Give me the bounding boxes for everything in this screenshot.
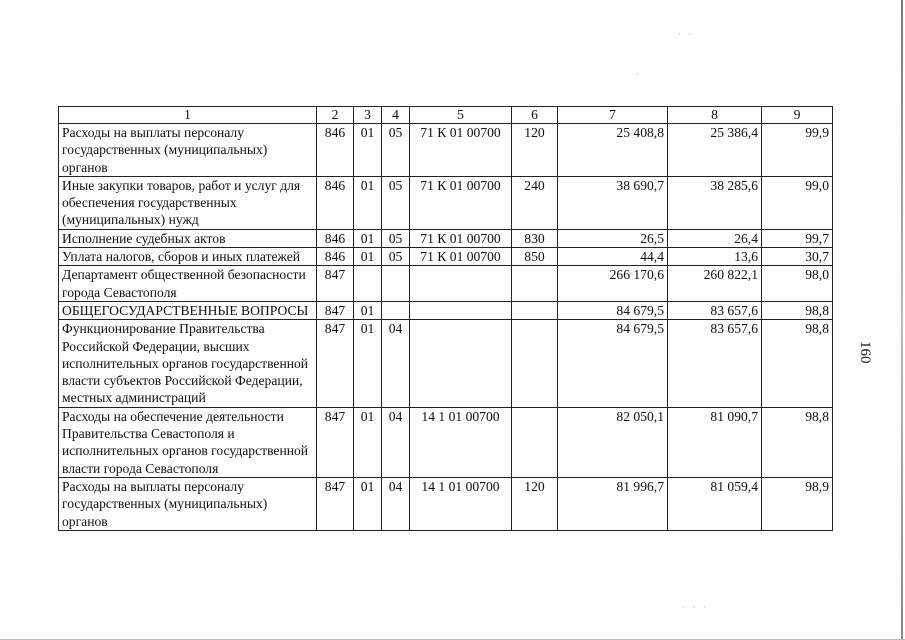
budget-execution-table	[58, 106, 833, 531]
expense-type-cell	[512, 320, 558, 407]
target-article-cell: 71 К 01 00700	[410, 176, 512, 229]
planned-amount-cell: 82 050,1	[558, 407, 668, 477]
expense-name-cell: Расходы на выплаты персоналу государственных (муниципальных) органов	[59, 124, 317, 177]
executed-amount-cell: 83 657,6	[668, 320, 762, 407]
subsection-code-cell: 05	[382, 176, 410, 229]
target-article-cell	[410, 301, 512, 319]
target-article-cell	[410, 266, 512, 302]
section-code-cell: 01	[354, 477, 382, 530]
column-header: 2	[317, 107, 354, 124]
table-row	[59, 229, 833, 247]
column-header: 1	[59, 107, 317, 124]
executed-amount-cell: 260 822,1	[668, 266, 762, 302]
planned-amount-cell: 26,5	[558, 229, 668, 247]
planned-amount-cell: 38 690,7	[558, 176, 668, 229]
target-article-cell: 71 К 01 00700	[410, 229, 512, 247]
expense-type-cell	[512, 266, 558, 302]
planned-amount-cell: 266 170,6	[558, 266, 668, 302]
table-row	[59, 301, 833, 319]
table-row	[59, 248, 833, 266]
planned-amount-cell: 84 679,5	[558, 320, 668, 407]
subsection-code-cell: 05	[382, 124, 410, 177]
execution-percent-cell: 98,0	[762, 266, 833, 302]
scan-speck: ·	[636, 70, 642, 79]
section-code-cell: 01	[354, 320, 382, 407]
expense-type-cell	[512, 301, 558, 319]
ministry-code-cell: 847	[317, 301, 354, 319]
planned-amount-cell: 84 679,5	[558, 301, 668, 319]
execution-percent-cell: 98,8	[762, 320, 833, 407]
table-row	[59, 176, 833, 229]
ministry-code-cell: 847	[317, 320, 354, 407]
subsection-code-cell	[382, 266, 410, 302]
subsection-code-cell: 04	[382, 477, 410, 530]
target-article-cell	[410, 320, 512, 407]
section-code-cell: 01	[354, 301, 382, 319]
table-row	[59, 124, 833, 177]
executed-amount-cell: 81 059,4	[668, 477, 762, 530]
expense-name-cell: Иные закупки товаров, работ и услуг для обеспечения государственных (муниципальных) нужд	[59, 176, 317, 229]
column-header: 7	[558, 107, 668, 124]
execution-percent-cell: 99,9	[762, 124, 833, 177]
expense-type-cell: 120	[512, 124, 558, 177]
expense-name-cell: Функционирование Правительства Российской Федерации, высших исполнительных органов государственной власти субъектов Российской Федерации, местных администраций	[59, 320, 317, 407]
expense-type-cell: 850	[512, 248, 558, 266]
executed-amount-cell: 25 386,4	[668, 124, 762, 177]
ministry-code-cell: 847	[317, 407, 354, 477]
ministry-code-cell: 846	[317, 176, 354, 229]
section-code-cell: 01	[354, 248, 382, 266]
page-number: 160	[857, 341, 873, 364]
target-article-cell: 71 К 01 00700	[410, 124, 512, 177]
page-edge-shadow	[901, 0, 903, 640]
expense-name-cell: Исполнение судебных актов	[59, 229, 317, 247]
column-number-row	[59, 107, 833, 124]
column-header: 8	[668, 107, 762, 124]
executed-amount-cell: 83 657,6	[668, 301, 762, 319]
expense-name-cell: Уплата налогов, сборов и иных платежей	[59, 248, 317, 266]
section-code-cell: 01	[354, 229, 382, 247]
ministry-code-cell: 847	[317, 266, 354, 302]
expense-type-cell: 240	[512, 176, 558, 229]
column-header: 3	[354, 107, 382, 124]
subsection-code-cell: 04	[382, 407, 410, 477]
execution-percent-cell: 30,7	[762, 248, 833, 266]
execution-percent-cell: 99,7	[762, 229, 833, 247]
target-article-cell: 14 1 01 00700	[410, 477, 512, 530]
ministry-code-cell: 846	[317, 229, 354, 247]
ministry-code-cell: 847	[317, 477, 354, 530]
section-code-cell	[354, 266, 382, 302]
table-row	[59, 266, 833, 302]
column-header: 4	[382, 107, 410, 124]
expense-name-cell: ОБЩЕГОСУДАРСТВЕННЫЕ ВОПРОСЫ	[59, 301, 317, 319]
section-code-cell: 01	[354, 176, 382, 229]
expense-name-cell: Расходы на обеспечение деятельности Правительства Севастополя и исполнительных органов государственной власти города Севастополя	[59, 407, 317, 477]
execution-percent-cell: 98,8	[762, 301, 833, 319]
expense-name-cell: Департамент общественной безопасности города Севастополя	[59, 266, 317, 302]
expense-type-cell	[512, 407, 558, 477]
section-code-cell: 01	[354, 124, 382, 177]
ministry-code-cell: 846	[317, 124, 354, 177]
table-row	[59, 477, 833, 530]
execution-percent-cell: 99,0	[762, 176, 833, 229]
section-code-cell: 01	[354, 407, 382, 477]
column-header: 9	[762, 107, 833, 124]
column-header: 6	[512, 107, 558, 124]
expense-name-cell: Расходы на выплаты персоналу государственных (муниципальных) органов	[59, 477, 317, 530]
subsection-code-cell: 04	[382, 320, 410, 407]
column-header: 5	[410, 107, 512, 124]
planned-amount-cell: 44,4	[558, 248, 668, 266]
execution-percent-cell: 98,9	[762, 477, 833, 530]
table-row	[59, 407, 833, 477]
expense-type-cell: 120	[512, 477, 558, 530]
target-article-cell: 71 К 01 00700	[410, 248, 512, 266]
planned-amount-cell: 25 408,8	[558, 124, 668, 177]
scan-speck: · ·	[678, 30, 695, 39]
target-article-cell: 14 1 01 00700	[410, 407, 512, 477]
subsection-code-cell: 05	[382, 229, 410, 247]
table-row	[59, 320, 833, 407]
expense-type-cell: 830	[512, 229, 558, 247]
subsection-code-cell	[382, 301, 410, 319]
subsection-code-cell: 05	[382, 248, 410, 266]
executed-amount-cell: 13,6	[668, 248, 762, 266]
executed-amount-cell: 26,4	[668, 229, 762, 247]
executed-amount-cell: 38 285,6	[668, 176, 762, 229]
scan-speck: · · ·	[682, 603, 709, 612]
ministry-code-cell: 846	[317, 248, 354, 266]
executed-amount-cell: 81 090,7	[668, 407, 762, 477]
execution-percent-cell: 98,8	[762, 407, 833, 477]
planned-amount-cell: 81 996,7	[558, 477, 668, 530]
